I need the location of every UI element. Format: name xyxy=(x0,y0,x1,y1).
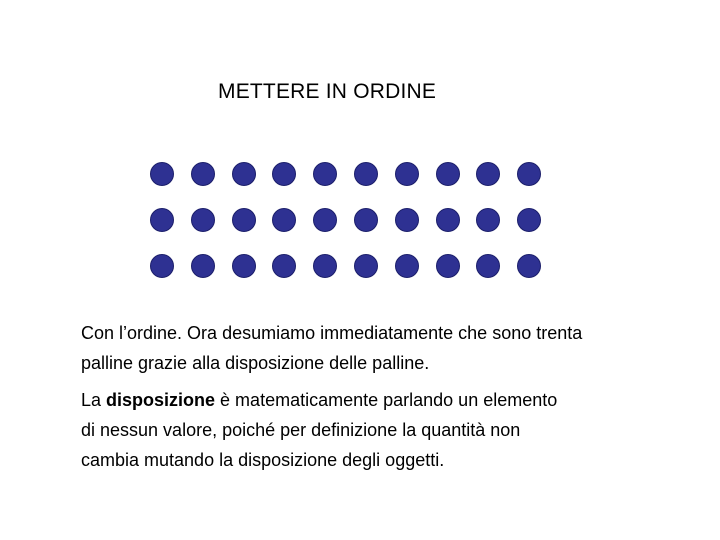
ball-dot xyxy=(395,162,419,186)
paragraph-arrangement-line-2: di nessun valore, poiché per definizione la quantità non xyxy=(81,420,521,440)
ball-dot xyxy=(191,162,215,186)
ball-dot xyxy=(232,208,256,232)
ball-dot xyxy=(191,254,215,278)
ball-dot xyxy=(476,162,500,186)
ball-dot xyxy=(517,254,541,278)
ball-dot xyxy=(517,162,541,186)
ball-dot xyxy=(354,208,378,232)
ball-dot xyxy=(436,254,460,278)
paragraph-arrangement-line-1 xyxy=(81,385,557,415)
ball-dot xyxy=(150,162,174,186)
ball-dot xyxy=(232,254,256,278)
ball-dot xyxy=(272,208,296,232)
paragraph-arrangement-line-3: cambia mutando la disposizione degli oggetti. xyxy=(81,450,445,470)
ball-dot xyxy=(517,208,541,232)
ball-dot xyxy=(150,208,174,232)
paragraph-order-line-2: palline grazie alla disposizione delle palline. xyxy=(81,353,430,373)
ball-dot xyxy=(436,208,460,232)
ball-dot xyxy=(476,254,500,278)
line-1-prefix: La xyxy=(81,390,107,410)
ball-dot xyxy=(150,254,174,278)
ball-dot xyxy=(313,254,337,278)
ball-dot xyxy=(191,208,215,232)
paragraph-order-line-1: Con l’ordine. Ora desumiamo immediatamente che sono trenta xyxy=(81,323,583,343)
ball-dot xyxy=(313,162,337,186)
line-1-suffix: è matematicamente parlando un elemento xyxy=(215,390,558,410)
paragraph-order xyxy=(81,318,582,378)
keyword-disposizione: disposizione xyxy=(106,390,216,410)
slide-title: METTERE IN ORDINE xyxy=(218,80,437,103)
ball-dot xyxy=(395,254,419,278)
ball-dot xyxy=(476,208,500,232)
ball-dot xyxy=(395,208,419,232)
ball-dot xyxy=(436,162,460,186)
paragraph-arrangement xyxy=(81,385,557,475)
ball-dot xyxy=(272,254,296,278)
ball-dot xyxy=(354,162,378,186)
ball-dot xyxy=(354,254,378,278)
ball-dot xyxy=(232,162,256,186)
ball-dot xyxy=(313,208,337,232)
ball-dot xyxy=(272,162,296,186)
